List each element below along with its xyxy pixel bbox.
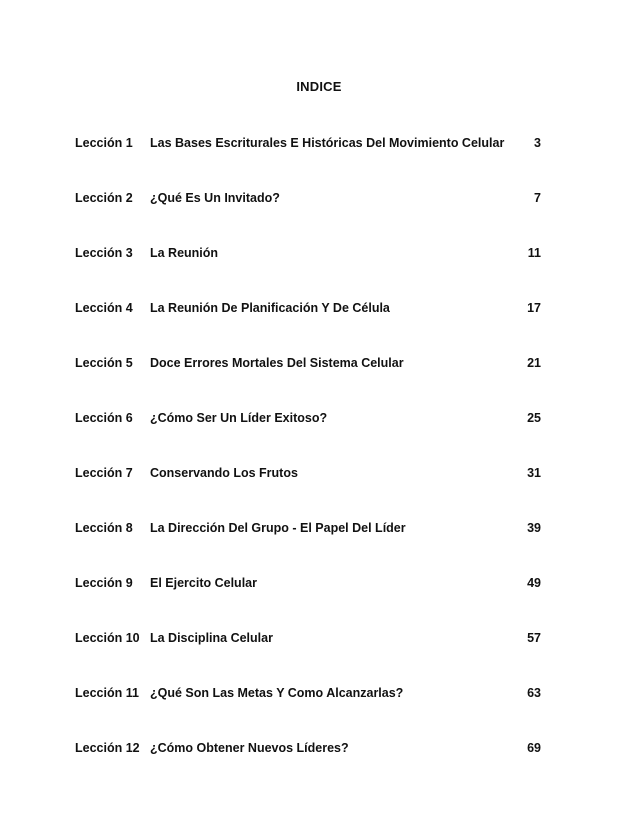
page-number: 3: [534, 136, 541, 150]
lesson-number: Lección 5: [75, 356, 133, 370]
page-number: 11: [527, 246, 541, 260]
lesson-topic: Las Bases Escriturales E Históricas Del Movimiento Celular: [150, 136, 505, 150]
page-number: 57: [527, 631, 541, 645]
page-number: 39: [527, 521, 541, 535]
lesson-number: Lección 12: [75, 741, 140, 755]
toc-entry: [0, 466, 638, 486]
page-number: 21: [527, 356, 541, 370]
toc-entry: [0, 301, 638, 321]
lesson-number: Lección 6: [75, 411, 133, 425]
page-number: 17: [527, 301, 541, 315]
lesson-number: Lección 4: [75, 301, 133, 315]
lesson-number: Lección 11: [75, 686, 139, 700]
lesson-topic: La Dirección Del Grupo - El Papel Del Líder: [150, 521, 406, 535]
lesson-topic: ¿Qué Son Las Metas Y Como Alcanzarlas?: [150, 686, 404, 700]
lesson-number: Lección 3: [75, 246, 133, 260]
toc-entry: [0, 411, 638, 431]
toc-entry: [0, 191, 638, 211]
lesson-number: Lección 9: [75, 576, 133, 590]
page-number: 69: [527, 741, 541, 755]
toc-entry: [0, 576, 638, 596]
page-number: 7: [534, 191, 541, 205]
lesson-topic: La Reunión De Planificación Y De Célula: [150, 301, 390, 315]
lesson-topic: Conservando Los Frutos: [150, 466, 298, 480]
lesson-topic: ¿Qué Es Un Invitado?: [150, 191, 280, 205]
lesson-topic: ¿Cómo Ser Un Líder Exitoso?: [150, 411, 328, 425]
lesson-topic: Doce Errores Mortales Del Sistema Celular: [150, 356, 404, 370]
lesson-number: Lección 10: [75, 631, 140, 645]
lesson-number: Lección 1: [75, 136, 133, 150]
toc-entry: [0, 136, 638, 156]
lesson-topic: El Ejercito Celular: [150, 576, 257, 590]
lesson-topic: La Reunión: [150, 246, 219, 260]
page-number: 63: [527, 686, 541, 700]
lesson-topic: ¿Cómo Obtener Nuevos Líderes?: [150, 741, 349, 755]
page-number: 25: [527, 411, 541, 425]
page-number: 49: [527, 576, 541, 590]
page-number: 31: [527, 466, 541, 480]
lesson-topic: La Disciplina Celular: [150, 631, 273, 645]
toc-entry: [0, 631, 638, 651]
toc-entry: [0, 686, 638, 706]
lesson-number: Lección 7: [75, 466, 133, 480]
toc-entry: [0, 741, 638, 761]
toc-entry: [0, 521, 638, 541]
lesson-number: Lección 2: [75, 191, 133, 205]
toc-entry: [0, 246, 638, 266]
page-title: INDICE: [296, 79, 342, 94]
lesson-number: Lección 8: [75, 521, 133, 535]
toc-entry: [0, 356, 638, 376]
